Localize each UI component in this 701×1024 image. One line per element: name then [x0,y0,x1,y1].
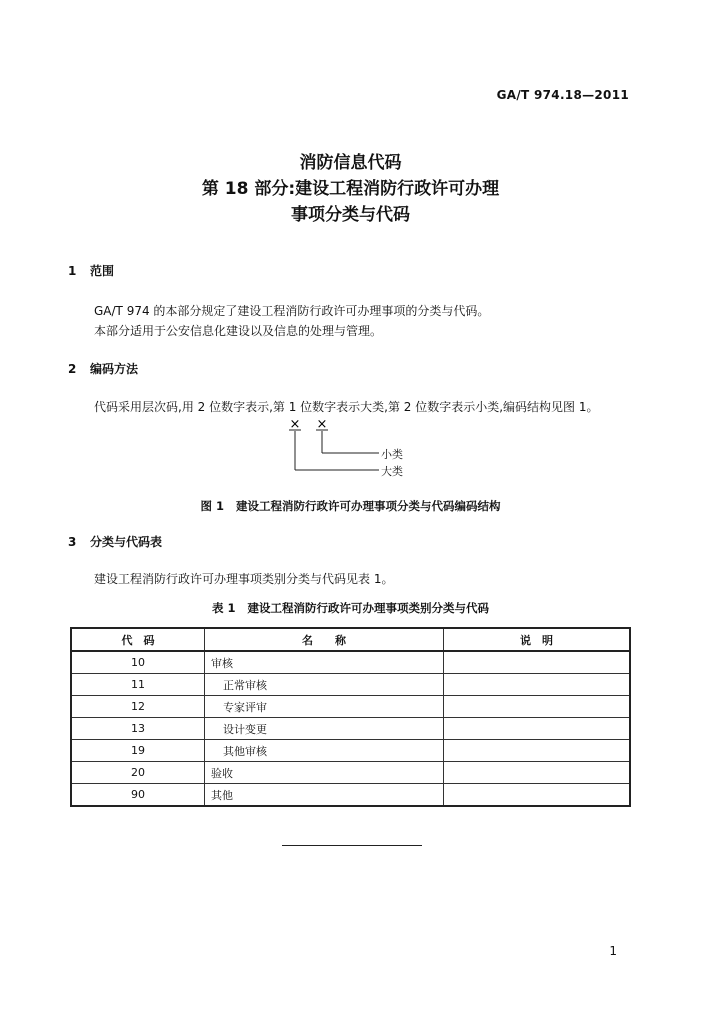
table-header-row [71,628,630,651]
cell-name [205,740,444,762]
standard-number: GA/T 974.18—2011 [496,88,629,102]
digit-1-symbol: × [289,417,301,432]
table-caption-text: 建设工程消防行政许可办理事项类别分类与代码 [247,601,489,615]
cell-name-text: 审核 [211,656,233,670]
table-row [71,762,630,784]
table-label: 表 1 [211,601,236,615]
cell-note [444,674,631,696]
cell-code: 12 [71,696,205,718]
section-1-paragraph-2: 本部分适用于公安信息化建设以及信息的处理与管理。 [94,324,383,338]
classification-code-table [70,627,631,807]
digit-2-symbol: × [316,417,328,432]
cell-note [444,762,631,784]
table-row [71,740,630,762]
document-title-line-3: 事项分类与代码 [291,205,410,225]
header-code: 代 码 [71,628,205,651]
cell-code: 19 [71,740,205,762]
cell-name-text: 其他 [211,788,233,802]
cell-code: 10 [71,651,205,674]
cell-note [444,696,631,718]
cell-name [205,762,444,784]
figure-1-caption [0,498,701,514]
major-class-label: 大类 [381,465,403,478]
section-title: 编码方法 [90,362,139,376]
section-3-paragraph-1: 建设工程消防行政许可办理事项类别分类与代码见表 1。 [94,572,394,586]
table-row [71,784,630,807]
table-row [71,718,630,740]
cell-name-text: 设计变更 [223,722,267,736]
cell-name [205,651,444,674]
section-2-paragraph-1: 代码采用层次码,用 2 位数字表示,第 1 位数字表示大类,第 2 位数字表示小类,编码结构见图 1。 [94,400,599,414]
cell-code: 11 [71,674,205,696]
code-structure-lines [285,416,425,480]
document-title-line-1: 消防信息代码 [299,153,402,173]
section-title: 分类与代码表 [90,535,163,549]
section-title: 范围 [90,264,115,278]
section-number: 3 [68,535,77,549]
cell-name-text: 其他审核 [223,744,267,758]
cell-code: 13 [71,718,205,740]
document-title-line-2: 第 18 部分:建设工程消防行政许可办理 [201,179,500,199]
cell-name-text: 正常审核 [223,678,267,692]
section-1-paragraph-1: GA/T 974 的本部分规定了建设工程消防行政许可办理事项的分类与代码。 [94,304,490,318]
section-2-heading [68,360,138,377]
section-number: 2 [68,362,77,376]
cell-name [205,674,444,696]
cell-note [444,651,631,674]
table-row [71,696,630,718]
header-note: 说 明 [444,628,631,651]
cell-name [205,696,444,718]
cell-name [205,784,444,807]
cell-note [444,718,631,740]
minor-class-label: 小类 [381,448,403,461]
section-3-heading [68,533,162,550]
table-row [71,651,630,674]
cell-note [444,784,631,807]
figure-label: 图 1 [200,499,224,513]
section-number: 1 [68,264,77,278]
cell-name-text: 验收 [211,766,233,780]
cell-code: 20 [71,762,205,784]
end-of-document-line [282,845,422,846]
code-structure-diagram [285,416,425,484]
cell-code: 90 [71,784,205,807]
figure-caption-text: 建设工程消防行政许可办理事项分类与代码编码结构 [236,499,501,513]
header-name: 名 称 [205,628,444,651]
section-1-heading [68,262,114,279]
cell-note [444,740,631,762]
cell-name-text: 专家评审 [223,700,267,714]
table-1-caption [0,600,701,616]
cell-name [205,718,444,740]
page-number: 1 [609,944,617,958]
table-row [71,674,630,696]
